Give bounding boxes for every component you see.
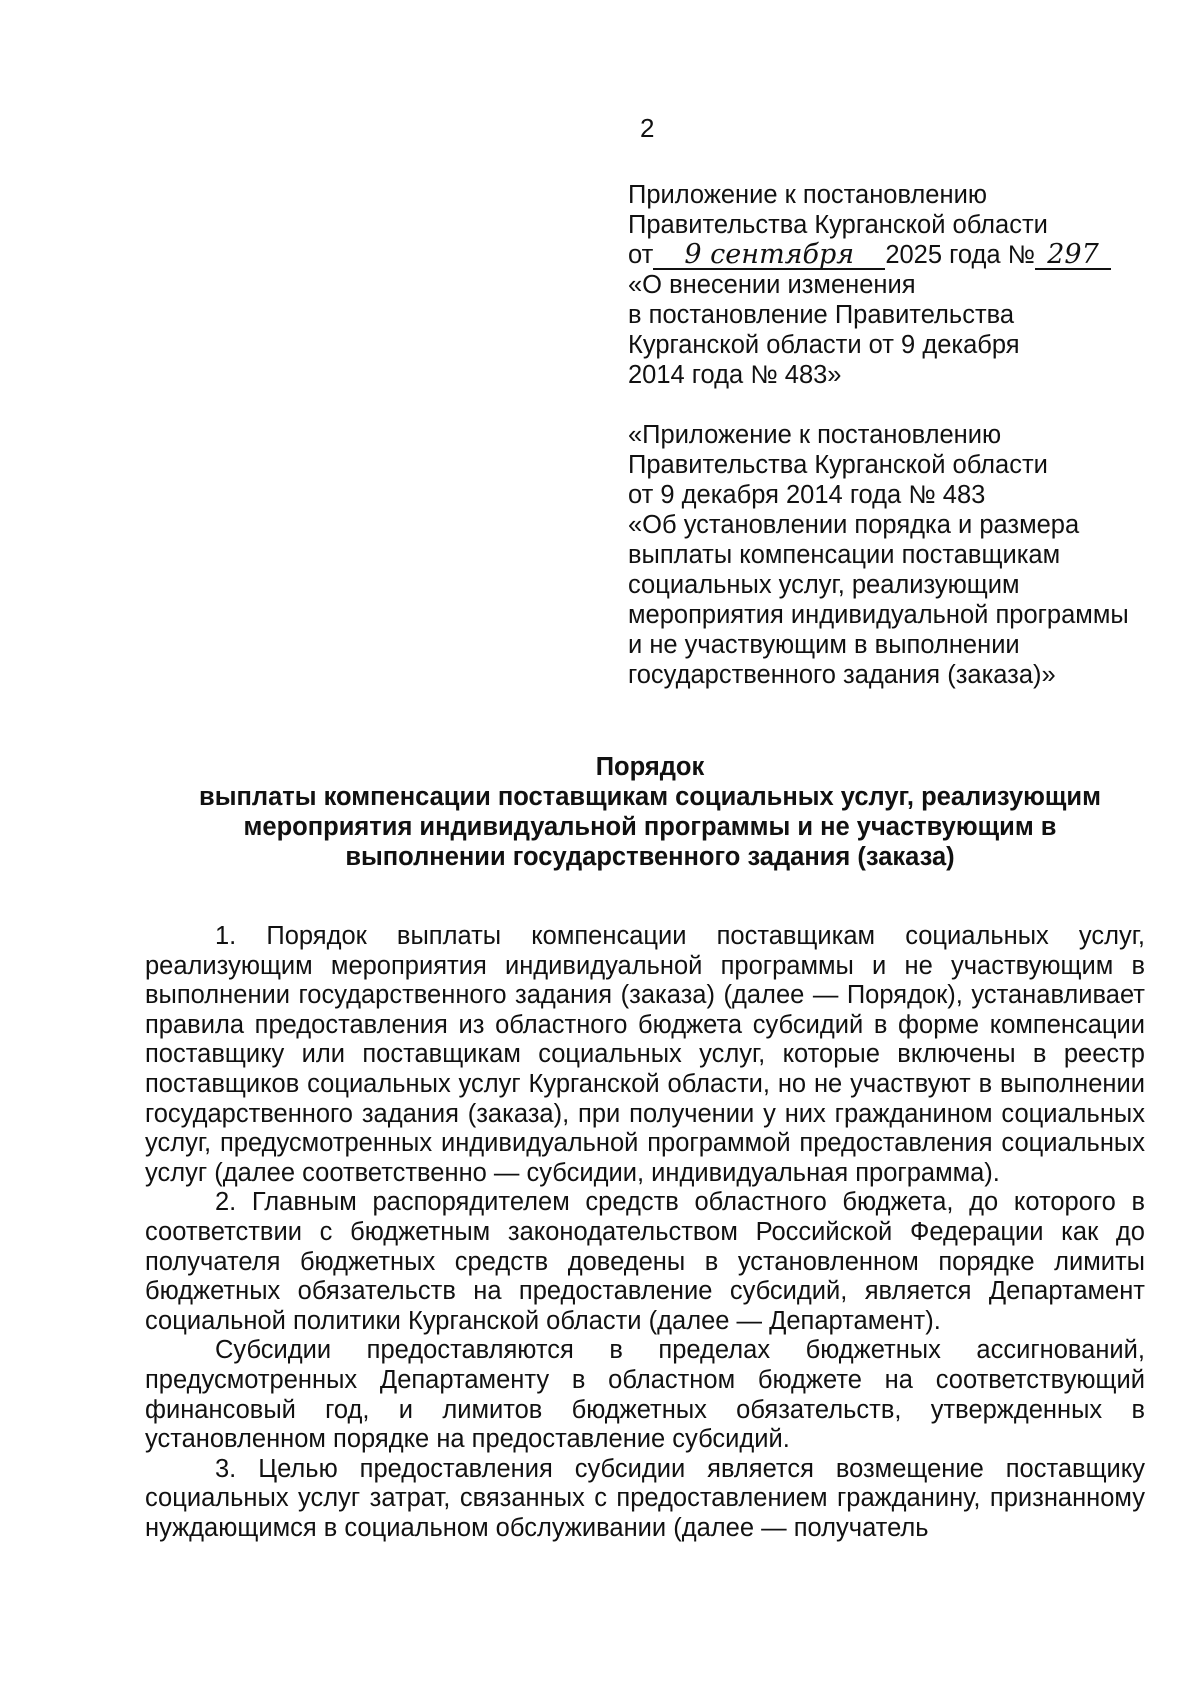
document-title — [130, 752, 1170, 872]
paragraph: 2. Главным распорядителем средств областного бюджета, до которого в соответствии с бюджетным законодательством Российской Федерации как до получателя бюджетных средств доведены в установленном порядке лимиты бюджетных обязательств на предоставление субсидий, является Департамент социальной политики Курганской области (далее — Департамент). — [145, 1188, 1145, 1335]
paragraph: 3. Целью предоставления субсидии является возмещение поставщику социальных услуг затрат, связанных с предоставлением гражданину, признанному нуждающимся в социальном обслуживании (далее — получатель — [145, 1454, 1145, 1542]
paragraph: 1. Порядок выплаты компенсации поставщикам социальных услуг, реализующим мероприятия индивидуальной программы и не участвующим в выполнении государственного задания (заказа) (далее — Порядок), устанавливает правила предоставления из областного бюджета субсидий в форме компенсации поставщику или поставщикам социальных услуг, которые включены в реестр поставщиков социальных услуг Курганской области, но не участвуют в выполнении государственного задания (заказа), при получении у них гражданином социальных услуг, предусмотренных индивидуальной программой предоставления социальных услуг (далее соответственно — субсидии, индивидуальная программа). — [145, 922, 1145, 1187]
appendix-line: «О внесении изменения — [628, 271, 916, 299]
date-prefix: от — [628, 241, 654, 269]
appendix2-line: и не участвующим в выполнении — [628, 631, 1020, 659]
appendix-line: Приложение к постановлению — [628, 181, 987, 209]
appendix-header — [628, 180, 1148, 390]
handwritten-number: 297 — [1035, 242, 1111, 270]
original-appendix-header — [628, 420, 1158, 690]
appendix2-line: Правительства Курганской области — [628, 451, 1048, 479]
appendix-line: в постановление Правительства — [628, 301, 1015, 329]
appendix2-line: «Об установлении порядка и размера — [628, 511, 1080, 539]
title-heading: Порядок — [595, 753, 705, 781]
appendix-date-line — [628, 240, 1148, 270]
appendix-line: Курганской области от 9 декабря — [628, 331, 1020, 359]
page-number: 2 — [640, 113, 655, 143]
appendix2-line: государственного задания (заказа)» — [628, 661, 1056, 689]
appendix2-line: социальных услуг, реализующим — [628, 571, 1020, 599]
appendix2-line: выплаты компенсации поставщикам — [628, 541, 1061, 569]
paragraph: Субсидии предоставляются в пределах бюджетных ассигнований, предусмотренных Департаменту в областном бюджете на соответствующий финансовый год, и лимитов бюджетных обязательств, утвержденных в установленном порядке на предоставление субсидий. — [145, 1336, 1145, 1454]
appendix2-line: мероприятия индивидуальной программы — [628, 601, 1129, 629]
title-line: выплаты компенсации поставщикам социальных услуг, реализующим — [199, 783, 1101, 811]
title-line: мероприятия индивидуальной программы и не участвующим в — [243, 813, 1057, 841]
year-text: 2025 года № — [885, 241, 1035, 269]
handwritten-date: 9 сентября — [653, 242, 885, 270]
appendix2-line: «Приложение к постановлению — [628, 421, 1002, 449]
document-body — [145, 922, 1145, 1543]
appendix-line: Правительства Курганской области — [628, 211, 1048, 239]
title-line: выполнении государственного задания (заказа) — [345, 843, 955, 871]
appendix2-line: от 9 декабря 2014 года № 483 — [628, 481, 986, 509]
appendix-line: 2014 года № 483» — [628, 361, 842, 389]
